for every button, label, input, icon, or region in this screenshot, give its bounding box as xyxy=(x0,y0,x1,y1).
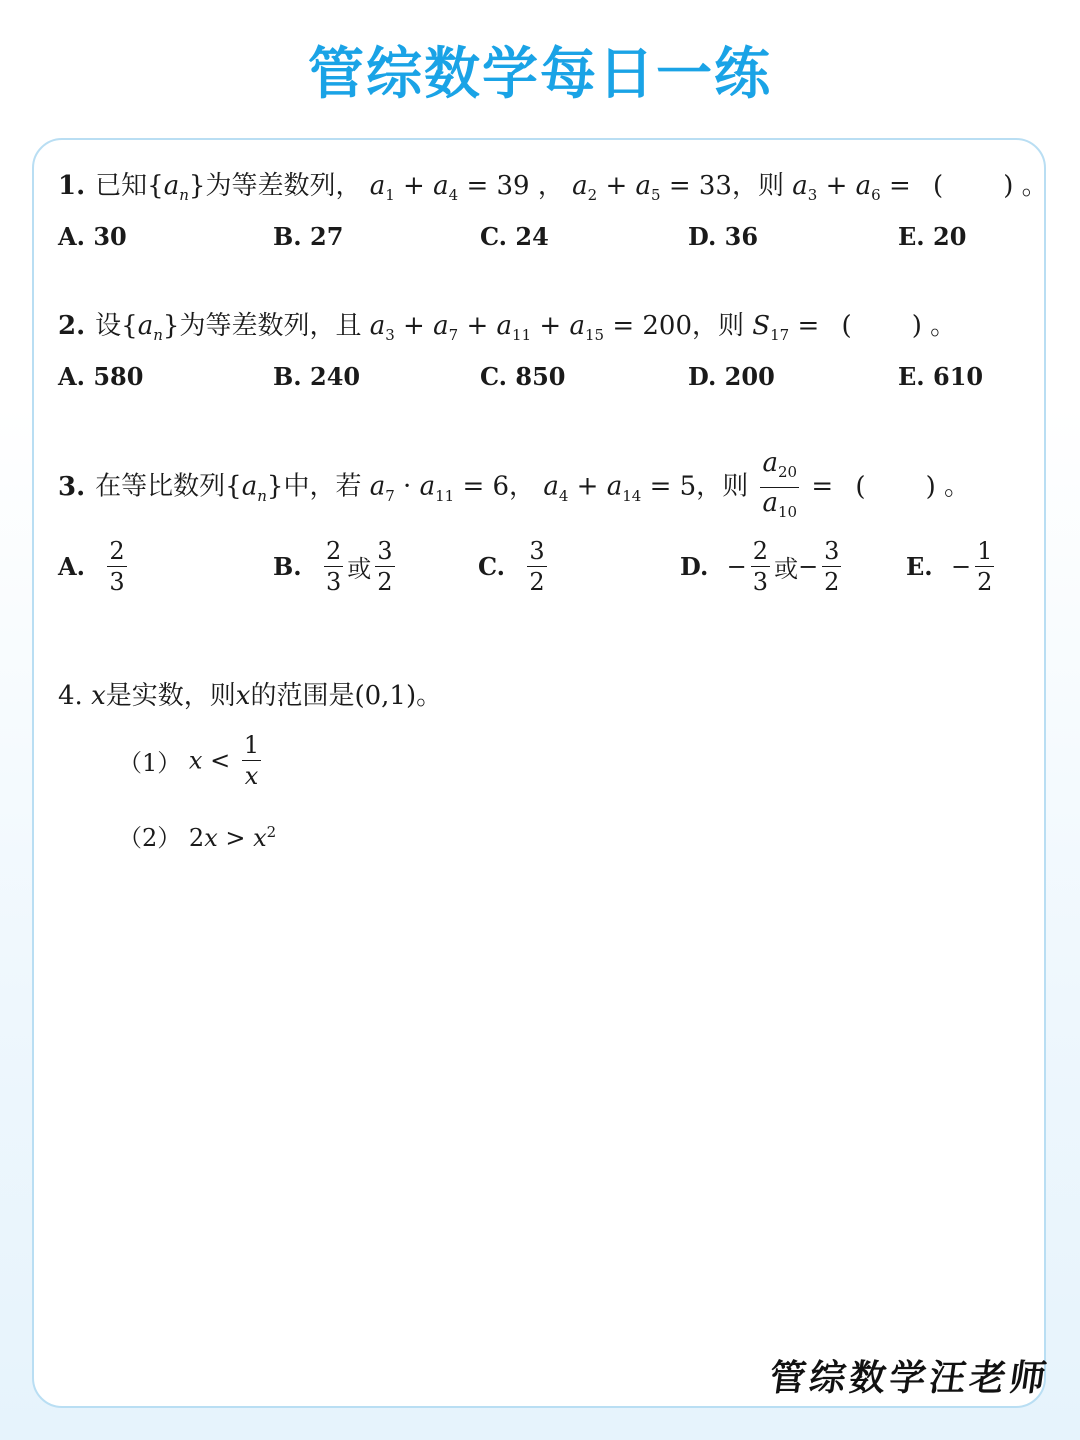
question-number: 1. xyxy=(58,171,86,201)
question-3: 3. 在等比数列$\{a_n\}$中，若 $a_7 \cdot a_{11} = 6$， $a_4 + a_{14} = 5$，则 $\frac{a_{20}}{a_{10}}$ = ( ) 。 xyxy=(58,448,970,522)
author-signature: 管综数学汪老师 xyxy=(766,1357,1053,1399)
question-1: 1. 已知$\{a_n\}$为等差数列， $a_1 + a_4 = 39$ ， $a_2 + a_5 = 33$，则 $a_3 + a_6$ = ( ) 。 xyxy=(58,171,1048,205)
q1-option-b[interactable]: B. 27 xyxy=(273,222,344,251)
q2-option-e[interactable]: E. 610 xyxy=(898,362,984,391)
q1-option-d[interactable]: D. 36 xyxy=(688,222,759,251)
question-2: 2. 设$\{a_n\}$为等差数列，且 $a_3 + a_7 + a_{11} + a_{15} = 200$，则 $S_{17}$ = ( ) 。 xyxy=(58,311,957,345)
question-number: 3. xyxy=(58,471,86,502)
q3-option-c[interactable]: C. $\frac{3}{2}$ xyxy=(478,537,545,596)
condition-1: （1） x < $\frac{1}{x}$ xyxy=(118,731,260,790)
q3-option-e[interactable]: E. − $\frac{1}{2}$ xyxy=(906,537,993,596)
page-title: 管综数学每日一练 xyxy=(308,42,772,107)
q1-option-a[interactable]: A. 30 xyxy=(58,222,127,251)
q2-option-c[interactable]: C. 850 xyxy=(480,362,566,391)
q1-option-c[interactable]: C. 24 xyxy=(480,222,549,251)
q3-option-d[interactable]: D. − $\frac{2}{3}$ 或− $\frac{3}{2}$ xyxy=(680,537,840,596)
question-4: 4. x是实数，则x的范围是(0,1)。 xyxy=(58,681,443,711)
question-number: 2. xyxy=(58,311,86,341)
condition-2: （2） $2x > x^2$ xyxy=(118,823,277,852)
q2-option-b[interactable]: B. 240 xyxy=(273,362,361,391)
q3-option-b[interactable]: B. $\frac{2}{3}$ 或 $\frac{3}{2}$ xyxy=(273,537,393,596)
q1-options xyxy=(58,222,1018,262)
q3-option-a[interactable]: A. $\frac{2}{3}$ xyxy=(58,537,125,596)
q2-option-d[interactable]: D. 200 xyxy=(688,362,775,391)
q2-option-a[interactable]: A. 580 xyxy=(58,362,144,391)
q2-options xyxy=(58,362,1018,402)
q3-options xyxy=(58,536,1018,606)
question-number: 4. xyxy=(58,681,83,711)
q1-option-e[interactable]: E. 20 xyxy=(898,222,967,251)
